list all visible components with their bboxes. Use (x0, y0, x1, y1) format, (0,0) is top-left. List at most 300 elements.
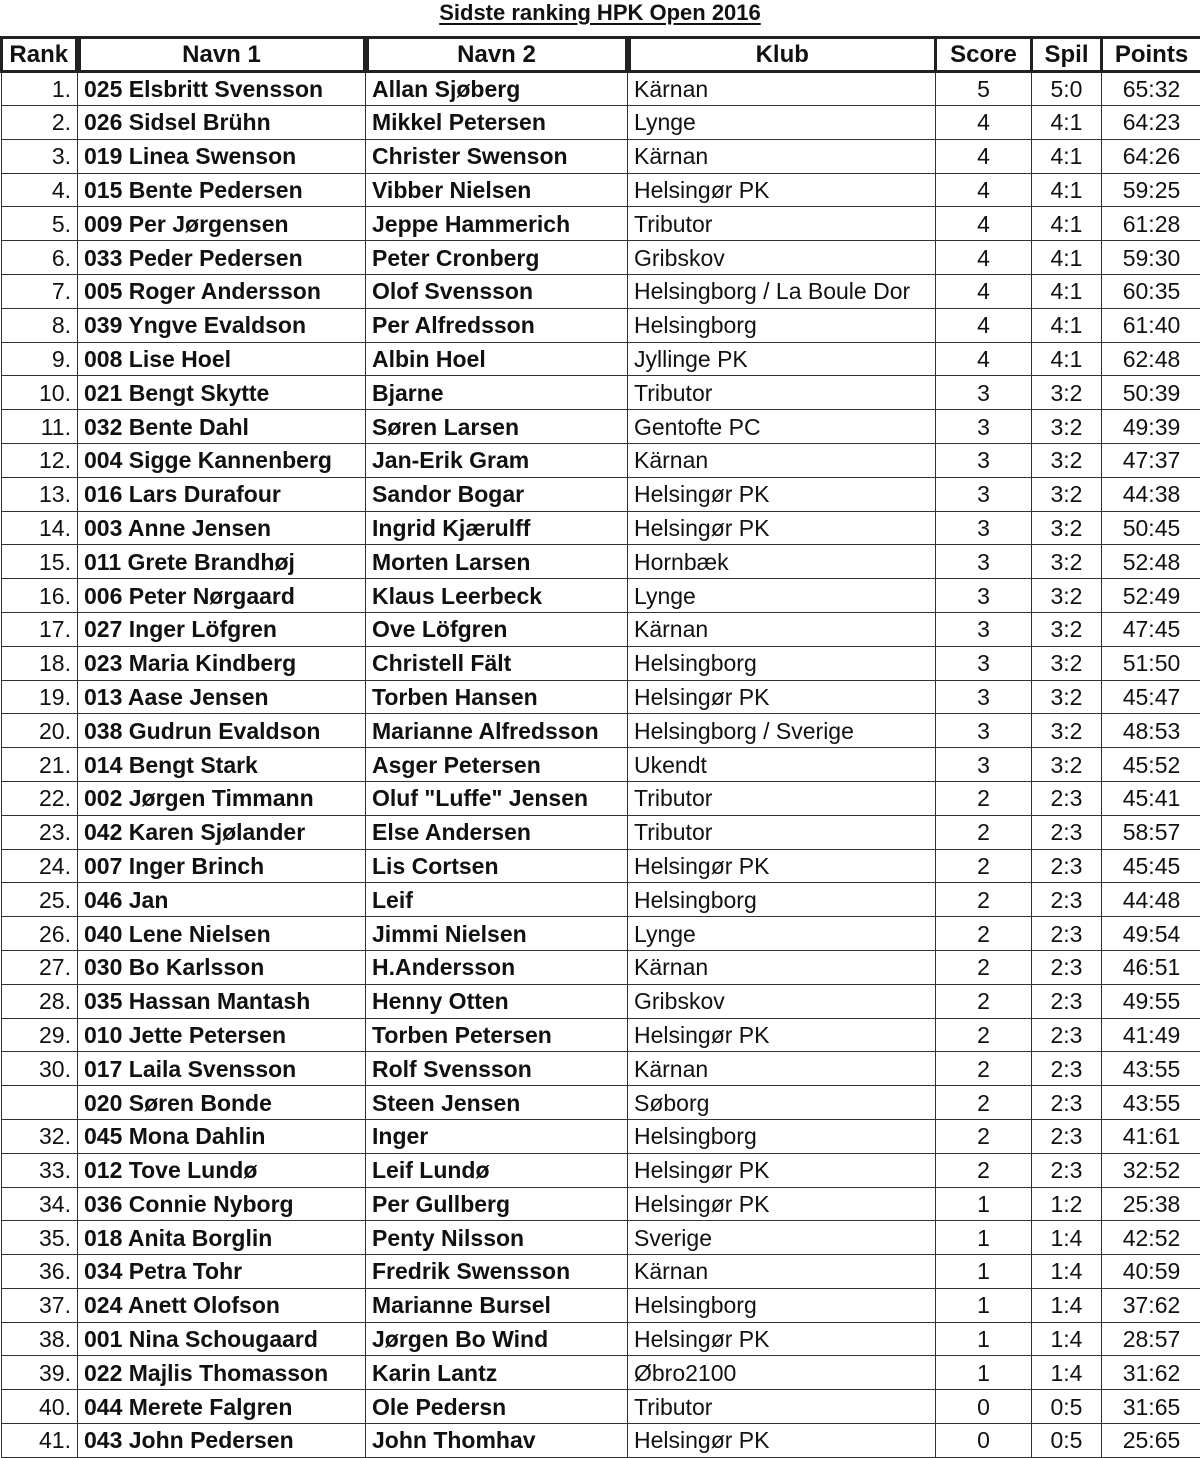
navn2-cell: H.Andersson (366, 950, 628, 984)
score-cell: 3 (936, 612, 1032, 646)
score-cell: 1 (936, 1356, 1032, 1390)
klub-cell: Øbro2100 (628, 1356, 936, 1390)
points-cell: 58:57 (1102, 815, 1200, 849)
score-cell: 4 (936, 139, 1032, 173)
table-row (2, 1221, 1200, 1255)
navn2-cell: Bjarne (366, 376, 628, 410)
spil-cell: 3:2 (1032, 410, 1102, 444)
score-cell: 2 (936, 1052, 1032, 1086)
navn1-cell: 012 Tove Lundø (78, 1153, 366, 1187)
klub-cell: Helsingborg (628, 646, 936, 680)
klub-cell: Helsingør PK (628, 477, 936, 511)
spil-cell: 4:1 (1032, 241, 1102, 275)
rank-cell: 8. (2, 308, 78, 342)
rank-cell (2, 1086, 78, 1120)
navn2-cell: Else Andersen (366, 815, 628, 849)
navn1-cell: 022 Majlis Thomasson (78, 1356, 366, 1390)
spil-cell: 1:4 (1032, 1288, 1102, 1322)
ranking-table (0, 36, 1200, 1458)
score-cell: 1 (936, 1322, 1032, 1356)
navn1-cell: 001 Nina Schougaard (78, 1322, 366, 1356)
spil-cell: 3:2 (1032, 376, 1102, 410)
navn2-cell: Klaus Leerbeck (366, 579, 628, 613)
spil-cell: 2:3 (1032, 950, 1102, 984)
spil-cell: 3:2 (1032, 477, 1102, 511)
spil-cell: 2:3 (1032, 984, 1102, 1018)
navn1-cell: 045 Mona Dahlin (78, 1119, 366, 1153)
rank-cell: 13. (2, 477, 78, 511)
rank-cell: 10. (2, 376, 78, 410)
klub-cell: Gribskov (628, 984, 936, 1018)
navn2-cell: Penty Nilsson (366, 1221, 628, 1255)
rank-cell: 24. (2, 849, 78, 883)
klub-cell: Gribskov (628, 241, 936, 275)
points-cell: 52:49 (1102, 579, 1200, 613)
rank-cell: 29. (2, 1018, 78, 1052)
klub-cell: Helsingborg (628, 1119, 936, 1153)
header-rank: Rank (2, 38, 78, 72)
klub-cell: Helsingborg (628, 308, 936, 342)
score-cell: 4 (936, 342, 1032, 376)
navn1-cell: 046 Jan (78, 883, 366, 917)
score-cell: 2 (936, 984, 1032, 1018)
rank-cell: 20. (2, 714, 78, 748)
score-cell: 5 (936, 72, 1032, 106)
table-row (2, 1052, 1200, 1086)
table-row (2, 714, 1200, 748)
score-cell: 1 (936, 1255, 1032, 1289)
navn2-cell: Henny Otten (366, 984, 628, 1018)
navn1-cell: 032 Bente Dahl (78, 410, 366, 444)
points-cell: 43:55 (1102, 1086, 1200, 1120)
navn2-cell: Allan Sjøberg (366, 72, 628, 106)
navn2-cell: Torben Hansen (366, 680, 628, 714)
rank-cell: 1. (2, 72, 78, 106)
navn1-cell: 034 Petra Tohr (78, 1255, 366, 1289)
klub-cell: Helsingør PK (628, 849, 936, 883)
klub-cell: Kärnan (628, 612, 936, 646)
navn2-cell: Torben Petersen (366, 1018, 628, 1052)
navn1-cell: 003 Anne Jensen (78, 511, 366, 545)
rank-cell: 22. (2, 781, 78, 815)
spil-cell: 4:1 (1032, 106, 1102, 140)
navn2-cell: Ingrid Kjærulff (366, 511, 628, 545)
navn1-cell: 007 Inger Brinch (78, 849, 366, 883)
spil-cell: 2:3 (1032, 1086, 1102, 1120)
spil-cell: 0:5 (1032, 1424, 1102, 1458)
table-row (2, 1153, 1200, 1187)
rank-cell: 26. (2, 917, 78, 951)
klub-cell: Tributor (628, 815, 936, 849)
spil-cell: 3:2 (1032, 646, 1102, 680)
klub-cell: Helsingør PK (628, 1018, 936, 1052)
navn2-cell: Jeppe Hammerich (366, 207, 628, 241)
score-cell: 0 (936, 1424, 1032, 1458)
points-cell: 51:50 (1102, 646, 1200, 680)
navn2-cell: Oluf "Luffe" Jensen (366, 781, 628, 815)
klub-cell: Helsingør PK (628, 173, 936, 207)
klub-cell: Kärnan (628, 443, 936, 477)
rank-cell: 40. (2, 1390, 78, 1424)
points-cell: 49:55 (1102, 984, 1200, 1018)
navn1-cell: 021 Bengt Skytte (78, 376, 366, 410)
rank-cell: 4. (2, 173, 78, 207)
navn1-cell: 020 Søren Bonde (78, 1086, 366, 1120)
navn2-cell: Leif Lundø (366, 1153, 628, 1187)
klub-cell: Helsingør PK (628, 1322, 936, 1356)
rank-cell: 25. (2, 883, 78, 917)
score-cell: 0 (936, 1390, 1032, 1424)
spil-cell: 2:3 (1032, 883, 1102, 917)
spil-cell: 5:0 (1032, 72, 1102, 106)
klub-cell: Tributor (628, 781, 936, 815)
score-cell: 2 (936, 849, 1032, 883)
rank-cell: 11. (2, 410, 78, 444)
points-cell: 61:28 (1102, 207, 1200, 241)
table-row (2, 917, 1200, 951)
points-cell: 50:39 (1102, 376, 1200, 410)
score-cell: 2 (936, 815, 1032, 849)
spil-cell: 4:1 (1032, 274, 1102, 308)
score-cell: 1 (936, 1221, 1032, 1255)
spil-cell: 3:2 (1032, 680, 1102, 714)
points-cell: 42:52 (1102, 1221, 1200, 1255)
klub-cell: Kärnan (628, 139, 936, 173)
navn1-cell: 017 Laila Svensson (78, 1052, 366, 1086)
score-cell: 4 (936, 241, 1032, 275)
navn1-cell: 016 Lars Durafour (78, 477, 366, 511)
klub-cell: Tributor (628, 207, 936, 241)
klub-cell: Hornbæk (628, 545, 936, 579)
klub-cell: Lynge (628, 106, 936, 140)
points-cell: 45:45 (1102, 849, 1200, 883)
rank-cell: 32. (2, 1119, 78, 1153)
spil-cell: 4:1 (1032, 207, 1102, 241)
navn1-cell: 013 Aase Jensen (78, 680, 366, 714)
navn1-cell: 026 Sidsel Brühn (78, 106, 366, 140)
spil-cell: 3:2 (1032, 443, 1102, 477)
points-cell: 47:45 (1102, 612, 1200, 646)
rank-cell: 34. (2, 1187, 78, 1221)
header-row (2, 38, 1200, 72)
table-row (2, 950, 1200, 984)
navn1-cell: 038 Gudrun Evaldson (78, 714, 366, 748)
navn2-cell: Steen Jensen (366, 1086, 628, 1120)
spil-cell: 1:2 (1032, 1187, 1102, 1221)
score-cell: 3 (936, 443, 1032, 477)
navn2-cell: Ole Pedersn (366, 1390, 628, 1424)
table-header (2, 38, 1200, 72)
navn1-cell: 025 Elsbritt Svensson (78, 72, 366, 106)
navn1-cell: 015 Bente Pedersen (78, 173, 366, 207)
navn1-cell: 011 Grete Brandhøj (78, 545, 366, 579)
score-cell: 3 (936, 646, 1032, 680)
table-row (2, 1356, 1200, 1390)
table-row (2, 342, 1200, 376)
points-cell: 49:39 (1102, 410, 1200, 444)
table-row (2, 1322, 1200, 1356)
spil-cell: 1:4 (1032, 1322, 1102, 1356)
table-row (2, 984, 1200, 1018)
table-row (2, 781, 1200, 815)
navn1-cell: 036 Connie Nyborg (78, 1187, 366, 1221)
score-cell: 4 (936, 207, 1032, 241)
klub-cell: Kärnan (628, 1255, 936, 1289)
klub-cell: Helsingør PK (628, 1153, 936, 1187)
score-cell: 1 (936, 1288, 1032, 1322)
rank-cell: 16. (2, 579, 78, 613)
table-row (2, 308, 1200, 342)
spil-cell: 2:3 (1032, 1119, 1102, 1153)
klub-cell: Kärnan (628, 1052, 936, 1086)
table-row (2, 680, 1200, 714)
navn1-cell: 019 Linea Swenson (78, 139, 366, 173)
navn1-cell: 040 Lene Nielsen (78, 917, 366, 951)
table-row (2, 106, 1200, 140)
points-cell: 65:32 (1102, 72, 1200, 106)
score-cell: 3 (936, 579, 1032, 613)
navn2-cell: Albin Hoel (366, 342, 628, 376)
spil-cell: 3:2 (1032, 579, 1102, 613)
score-cell: 3 (936, 376, 1032, 410)
navn2-cell: Christell Fält (366, 646, 628, 680)
spil-cell: 3:2 (1032, 714, 1102, 748)
score-cell: 3 (936, 714, 1032, 748)
score-cell: 2 (936, 883, 1032, 917)
rank-cell: 39. (2, 1356, 78, 1390)
score-cell: 4 (936, 106, 1032, 140)
score-cell: 2 (936, 1153, 1032, 1187)
navn2-cell: Asger Petersen (366, 748, 628, 782)
navn1-cell: 027 Inger Löfgren (78, 612, 366, 646)
klub-cell: Lynge (628, 579, 936, 613)
rank-cell: 36. (2, 1255, 78, 1289)
navn2-cell: Morten Larsen (366, 545, 628, 579)
table-row (2, 443, 1200, 477)
navn2-cell: Vibber Nielsen (366, 173, 628, 207)
rank-cell: 14. (2, 511, 78, 545)
navn2-cell: John Thomhav (366, 1424, 628, 1458)
rank-cell: 9. (2, 342, 78, 376)
navn1-cell: 018 Anita Borglin (78, 1221, 366, 1255)
navn2-cell: Fredrik Swensson (366, 1255, 628, 1289)
rank-cell: 2. (2, 106, 78, 140)
navn1-cell: 043 John Pedersen (78, 1424, 366, 1458)
rank-cell: 21. (2, 748, 78, 782)
rank-cell: 38. (2, 1322, 78, 1356)
table-row (2, 1018, 1200, 1052)
table-row (2, 139, 1200, 173)
table-row (2, 1119, 1200, 1153)
spil-cell: 1:4 (1032, 1221, 1102, 1255)
points-cell: 52:48 (1102, 545, 1200, 579)
points-cell: 44:48 (1102, 883, 1200, 917)
header-navn1: Navn 1 (78, 38, 366, 72)
spil-cell: 4:1 (1032, 308, 1102, 342)
navn1-cell: 023 Maria Kindberg (78, 646, 366, 680)
navn2-cell: Marianne Alfredsson (366, 714, 628, 748)
navn2-cell: Karin Lantz (366, 1356, 628, 1390)
points-cell: 32:52 (1102, 1153, 1200, 1187)
points-cell: 62:48 (1102, 342, 1200, 376)
score-cell: 2 (936, 950, 1032, 984)
rank-cell: 12. (2, 443, 78, 477)
rank-cell: 33. (2, 1153, 78, 1187)
klub-cell: Ukendt (628, 748, 936, 782)
points-cell: 59:30 (1102, 241, 1200, 275)
klub-cell: Jyllinge PK (628, 342, 936, 376)
rank-cell: 30. (2, 1052, 78, 1086)
table-row (2, 1086, 1200, 1120)
navn1-cell: 008 Lise Hoel (78, 342, 366, 376)
spil-cell: 4:1 (1032, 139, 1102, 173)
score-cell: 2 (936, 781, 1032, 815)
navn1-cell: 006 Peter Nørgaard (78, 579, 366, 613)
table-row (2, 274, 1200, 308)
score-cell: 4 (936, 274, 1032, 308)
table-row (2, 1187, 1200, 1221)
table-row (2, 612, 1200, 646)
score-cell: 3 (936, 477, 1032, 511)
points-cell: 44:38 (1102, 477, 1200, 511)
klub-cell: Tributor (628, 376, 936, 410)
rank-cell: 27. (2, 950, 78, 984)
points-cell: 25:65 (1102, 1424, 1200, 1458)
points-cell: 45:47 (1102, 680, 1200, 714)
navn2-cell: Jan-Erik Gram (366, 443, 628, 477)
spil-cell: 1:4 (1032, 1255, 1102, 1289)
navn2-cell: Jørgen Bo Wind (366, 1322, 628, 1356)
table-row (2, 207, 1200, 241)
rank-cell: 37. (2, 1288, 78, 1322)
page-title-text: Sidste ranking HPK Open 2016 (439, 0, 761, 25)
table-row (2, 849, 1200, 883)
klub-cell: Kärnan (628, 72, 936, 106)
navn2-cell: Ove Löfgren (366, 612, 628, 646)
navn2-cell: Leif (366, 883, 628, 917)
navn2-cell: Mikkel Petersen (366, 106, 628, 140)
points-cell: 43:55 (1102, 1052, 1200, 1086)
header-spil: Spil (1032, 38, 1102, 72)
navn2-cell: Per Gullberg (366, 1187, 628, 1221)
points-cell: 64:23 (1102, 106, 1200, 140)
table-row (2, 511, 1200, 545)
navn1-cell: 002 Jørgen Timmann (78, 781, 366, 815)
points-cell: 41:61 (1102, 1119, 1200, 1153)
table-row (2, 883, 1200, 917)
points-cell: 46:51 (1102, 950, 1200, 984)
rank-cell: 19. (2, 680, 78, 714)
header-score: Score (936, 38, 1032, 72)
points-cell: 41:49 (1102, 1018, 1200, 1052)
points-cell: 60:35 (1102, 274, 1200, 308)
table-row (2, 815, 1200, 849)
rank-cell: 6. (2, 241, 78, 275)
navn2-cell: Søren Larsen (366, 410, 628, 444)
points-cell: 48:53 (1102, 714, 1200, 748)
score-cell: 3 (936, 511, 1032, 545)
klub-cell: Kärnan (628, 950, 936, 984)
navn1-cell: 042 Karen Sjølander (78, 815, 366, 849)
navn2-cell: Inger (366, 1119, 628, 1153)
navn1-cell: 010 Jette Petersen (78, 1018, 366, 1052)
klub-cell: Helsingør PK (628, 680, 936, 714)
spil-cell: 1:4 (1032, 1356, 1102, 1390)
klub-cell: Sverige (628, 1221, 936, 1255)
table-row (2, 376, 1200, 410)
rank-cell: 15. (2, 545, 78, 579)
rank-cell: 23. (2, 815, 78, 849)
table-row (2, 173, 1200, 207)
navn1-cell: 005 Roger Andersson (78, 274, 366, 308)
rank-cell: 17. (2, 612, 78, 646)
table-body (2, 72, 1200, 1458)
rank-cell: 35. (2, 1221, 78, 1255)
points-cell: 45:52 (1102, 748, 1200, 782)
table-row (2, 477, 1200, 511)
spil-cell: 4:1 (1032, 342, 1102, 376)
klub-cell: Helsingør PK (628, 1187, 936, 1221)
klub-cell: Helsingborg / Sverige (628, 714, 936, 748)
points-cell: 64:26 (1102, 139, 1200, 173)
navn2-cell: Marianne Bursel (366, 1288, 628, 1322)
table-row (2, 241, 1200, 275)
score-cell: 2 (936, 917, 1032, 951)
navn1-cell: 024 Anett Olofson (78, 1288, 366, 1322)
klub-cell: Helsingør PK (628, 511, 936, 545)
score-cell: 4 (936, 308, 1032, 342)
rank-cell: 18. (2, 646, 78, 680)
navn1-cell: 014 Bengt Stark (78, 748, 366, 782)
table-row (2, 410, 1200, 444)
spil-cell: 2:3 (1032, 1153, 1102, 1187)
score-cell: 3 (936, 545, 1032, 579)
points-cell: 25:38 (1102, 1187, 1200, 1221)
klub-cell: Helsingborg (628, 883, 936, 917)
rank-cell: 28. (2, 984, 78, 1018)
klub-cell: Søborg (628, 1086, 936, 1120)
points-cell: 47:37 (1102, 443, 1200, 477)
header-klub: Klub (628, 38, 936, 72)
points-cell: 31:65 (1102, 1390, 1200, 1424)
score-cell: 3 (936, 748, 1032, 782)
klub-cell: Gentofte PC (628, 410, 936, 444)
table-row (2, 72, 1200, 106)
navn1-cell: 044 Merete Falgren (78, 1390, 366, 1424)
rank-cell: 3. (2, 139, 78, 173)
points-cell: 45:41 (1102, 781, 1200, 815)
spil-cell: 2:3 (1032, 815, 1102, 849)
points-cell: 50:45 (1102, 511, 1200, 545)
score-cell: 2 (936, 1018, 1032, 1052)
spil-cell: 3:2 (1032, 612, 1102, 646)
navn2-cell: Christer Swenson (366, 139, 628, 173)
navn1-cell: 004 Sigge Kannenberg (78, 443, 366, 477)
score-cell: 3 (936, 680, 1032, 714)
page-title (0, 0, 1200, 36)
navn2-cell: Sandor Bogar (366, 477, 628, 511)
navn2-cell: Peter Cronberg (366, 241, 628, 275)
table-row (2, 646, 1200, 680)
spil-cell: 3:2 (1032, 511, 1102, 545)
navn1-cell: 030 Bo Karlsson (78, 950, 366, 984)
points-cell: 61:40 (1102, 308, 1200, 342)
table-row (2, 545, 1200, 579)
table-row (2, 1424, 1200, 1458)
spil-cell: 2:3 (1032, 917, 1102, 951)
klub-cell: Lynge (628, 917, 936, 951)
spil-cell: 2:3 (1032, 781, 1102, 815)
